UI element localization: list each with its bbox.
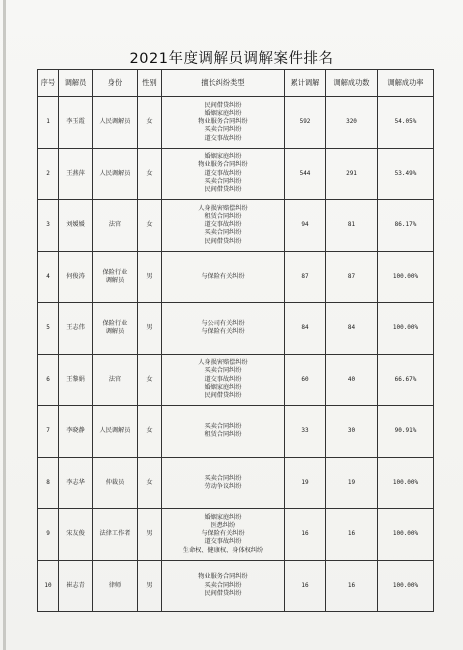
header-identity: 身份 — [93, 70, 138, 97]
cell-gender: 女 — [138, 457, 162, 509]
header-success-rate: 调解成功率 — [378, 70, 434, 97]
cell-total: 84 — [285, 303, 326, 355]
cell-identity-line: 人民调解员 — [99, 118, 131, 126]
header-mediator: 调解员 — [59, 70, 93, 97]
cell-total: 60 — [285, 354, 326, 406]
cell-identity-line: 调解员 — [105, 328, 125, 336]
cell-identity-line: 法官 — [108, 221, 122, 229]
cell-dispute-types-line: 生命权、健康权、身体权纠纷 — [182, 546, 264, 554]
cell-success: 291 — [326, 148, 378, 200]
cell-dispute-types-line: 劳动争议纠纷 — [204, 482, 242, 490]
cell-gender: 女 — [138, 148, 162, 200]
cell-success: 30 — [326, 406, 378, 458]
cell-dispute-types-line: 与保险有关纠纷 — [201, 530, 245, 538]
cell-no: 3 — [38, 200, 59, 252]
table-row — [38, 148, 434, 200]
cell-no: 6 — [38, 354, 59, 406]
cell-total: 19 — [285, 457, 326, 509]
cell-rate: 100.00% — [378, 560, 434, 612]
cell-mediator-name: 李志华 — [59, 457, 93, 509]
table-row — [38, 560, 434, 612]
cell-rate: 100.00% — [378, 251, 434, 303]
cell-dispute-types-line: 道交事故纠纷 — [204, 169, 242, 177]
cell-success: 81 — [326, 200, 378, 252]
cell-mediator-name: 王燕萍 — [59, 148, 93, 200]
cell-total: 94 — [285, 200, 326, 252]
cell-dispute-types-line: 道交事故纠纷 — [204, 538, 242, 546]
cell-dispute-types-line: 物业服务合同纠纷 — [198, 161, 248, 169]
cell-dispute-types-line: 买卖合同纠纷 — [204, 423, 242, 431]
cell-dispute-types-line: 买卖合同纠纷 — [204, 126, 242, 134]
cell-dispute-types-line: 民间借贷纠纷 — [204, 589, 242, 597]
cell-identity — [93, 354, 138, 406]
cell-gender: 男 — [138, 251, 162, 303]
cell-dispute-types — [162, 97, 285, 149]
cell-total: 16 — [285, 509, 326, 561]
cell-no: 5 — [38, 303, 59, 355]
cell-success: 87 — [326, 251, 378, 303]
cell-dispute-types-line: 买卖合同纠纷 — [204, 367, 242, 375]
cell-gender: 女 — [138, 97, 162, 149]
cell-identity — [93, 457, 138, 509]
cell-dispute-types — [162, 354, 285, 406]
cell-dispute-types-line: 人身损害赔偿纠纷 — [198, 204, 248, 212]
cell-identity — [93, 97, 138, 149]
cell-rate: 66.67% — [378, 354, 434, 406]
cell-mediator-name: 崔志青 — [59, 560, 93, 612]
table-row — [38, 509, 434, 561]
cell-identity-line: 人民调解员 — [99, 427, 131, 435]
cell-rate: 86.17% — [378, 200, 434, 252]
cell-dispute-types-line: 买卖合同纠纷 — [204, 581, 242, 589]
cell-dispute-types-line: 与公司有关纠纷 — [201, 320, 245, 328]
cell-dispute-types — [162, 457, 285, 509]
cell-total: 87 — [285, 251, 326, 303]
cell-dispute-types-line: 婚姻家庭纠纷 — [204, 109, 242, 117]
cell-gender: 男 — [138, 560, 162, 612]
header-success-count: 调解成功数 — [326, 70, 378, 97]
table-row — [38, 200, 434, 252]
cell-dispute-types-line: 人身损害赔偿纠纷 — [198, 359, 248, 367]
cell-mediator-name: 刘媛媛 — [59, 200, 93, 252]
cell-success: 19 — [326, 457, 378, 509]
cell-no: 2 — [38, 148, 59, 200]
cell-rate: 100.00% — [378, 303, 434, 355]
cell-success: 40 — [326, 354, 378, 406]
table-header-row — [38, 70, 434, 97]
cell-gender: 男 — [138, 509, 162, 561]
cell-dispute-types-line: 与保险有关纠纷 — [201, 328, 245, 336]
cell-dispute-types-line: 租赁合同纠纷 — [204, 431, 242, 439]
cell-no: 8 — [38, 457, 59, 509]
cell-dispute-types-line: 婚姻家庭纠纷 — [204, 383, 242, 391]
cell-no: 9 — [38, 509, 59, 561]
page-edge-shadow — [3, 0, 6, 650]
cell-dispute-types-line: 婚姻家庭纠纷 — [204, 153, 242, 161]
cell-dispute-types-line: 买卖合同纠纷 — [204, 177, 242, 185]
cell-dispute-types-line: 道交事故纠纷 — [204, 134, 242, 142]
mediator-ranking-table — [37, 69, 434, 612]
cell-identity-line: 法官 — [108, 375, 122, 383]
cell-success: 16 — [326, 509, 378, 561]
cell-dispute-types — [162, 406, 285, 458]
cell-mediator-name: 李玉霞 — [59, 97, 93, 149]
header-dispute-type: 擅长纠纷类型 — [162, 70, 285, 97]
cell-rate: 53.49% — [378, 148, 434, 200]
cell-dispute-types-line: 民间借贷纠纷 — [204, 237, 242, 245]
cell-dispute-types-line: 物业服务合同纠纷 — [198, 118, 248, 126]
cell-identity — [93, 251, 138, 303]
cell-success: 320 — [326, 97, 378, 149]
table-row — [38, 457, 434, 509]
cell-identity-line: 保险行业 — [102, 320, 128, 328]
cell-no: 7 — [38, 406, 59, 458]
cell-gender: 女 — [138, 200, 162, 252]
cell-success: 84 — [326, 303, 378, 355]
cell-dispute-types-line: 买卖合同纠纷 — [204, 229, 242, 237]
cell-dispute-types-line: 民间借贷纠纷 — [204, 392, 242, 400]
cell-dispute-types — [162, 303, 285, 355]
cell-identity-line: 法律工作者 — [99, 530, 131, 538]
cell-identity-line: 仲裁员 — [105, 478, 125, 486]
cell-identity — [93, 200, 138, 252]
cell-dispute-types-line: 医患纠纷 — [210, 521, 236, 529]
cell-no: 10 — [38, 560, 59, 612]
cell-identity — [93, 303, 138, 355]
cell-gender: 男 — [138, 303, 162, 355]
table-row — [38, 303, 434, 355]
cell-dispute-types-line: 物业服务合同纠纷 — [198, 573, 248, 581]
cell-dispute-types-line: 道交事故纠纷 — [204, 221, 242, 229]
cell-dispute-types-line: 租赁合同纠纷 — [204, 212, 242, 220]
cell-dispute-types-line: 民间借贷纠纷 — [204, 101, 242, 109]
cell-dispute-types — [162, 251, 285, 303]
cell-total: 33 — [285, 406, 326, 458]
cell-rate: 90.91% — [378, 406, 434, 458]
cell-rate: 100.00% — [378, 457, 434, 509]
cell-identity-line: 人民调解员 — [99, 169, 131, 177]
header-gender: 性别 — [138, 70, 162, 97]
cell-rate: 54.05% — [378, 97, 434, 149]
table-row — [38, 251, 434, 303]
header-total: 累计调解 — [285, 70, 326, 97]
cell-dispute-types-line: 民间借贷纠纷 — [204, 186, 242, 194]
table-row — [38, 406, 434, 458]
header-no: 序号 — [38, 70, 59, 97]
cell-identity — [93, 560, 138, 612]
cell-identity — [93, 406, 138, 458]
cell-total: 544 — [285, 148, 326, 200]
cell-dispute-types — [162, 200, 285, 252]
cell-no: 4 — [38, 251, 59, 303]
table-row — [38, 97, 434, 149]
cell-dispute-types — [162, 509, 285, 561]
cell-mediator-name: 宋友俊 — [59, 509, 93, 561]
table-row — [38, 354, 434, 406]
cell-mediator-name: 王黎娟 — [59, 354, 93, 406]
cell-no: 1 — [38, 97, 59, 149]
cell-identity-line: 律师 — [108, 581, 122, 589]
cell-identity — [93, 509, 138, 561]
cell-identity — [93, 148, 138, 200]
cell-dispute-types-line: 道交事故纠纷 — [204, 375, 242, 383]
cell-success: 16 — [326, 560, 378, 612]
cell-dispute-types-line: 婚姻家庭纠纷 — [204, 513, 242, 521]
cell-total: 592 — [285, 97, 326, 149]
cell-mediator-name: 李晓静 — [59, 406, 93, 458]
cell-gender: 女 — [138, 354, 162, 406]
cell-identity-line: 保险行业 — [102, 268, 128, 276]
cell-dispute-types-line: 买卖合同纠纷 — [204, 474, 242, 482]
cell-dispute-types — [162, 560, 285, 612]
page-title: 2021年度调解员调解案件排名 — [129, 51, 334, 67]
cell-rate: 100.00% — [378, 509, 434, 561]
cell-dispute-types-line: 与保险有关纠纷 — [201, 272, 245, 280]
cell-mediator-name: 王志伟 — [59, 303, 93, 355]
cell-identity-line: 调解员 — [105, 276, 125, 284]
cell-dispute-types — [162, 148, 285, 200]
cell-mediator-name: 何俊涛 — [59, 251, 93, 303]
cell-total: 16 — [285, 560, 326, 612]
cell-gender: 女 — [138, 406, 162, 458]
